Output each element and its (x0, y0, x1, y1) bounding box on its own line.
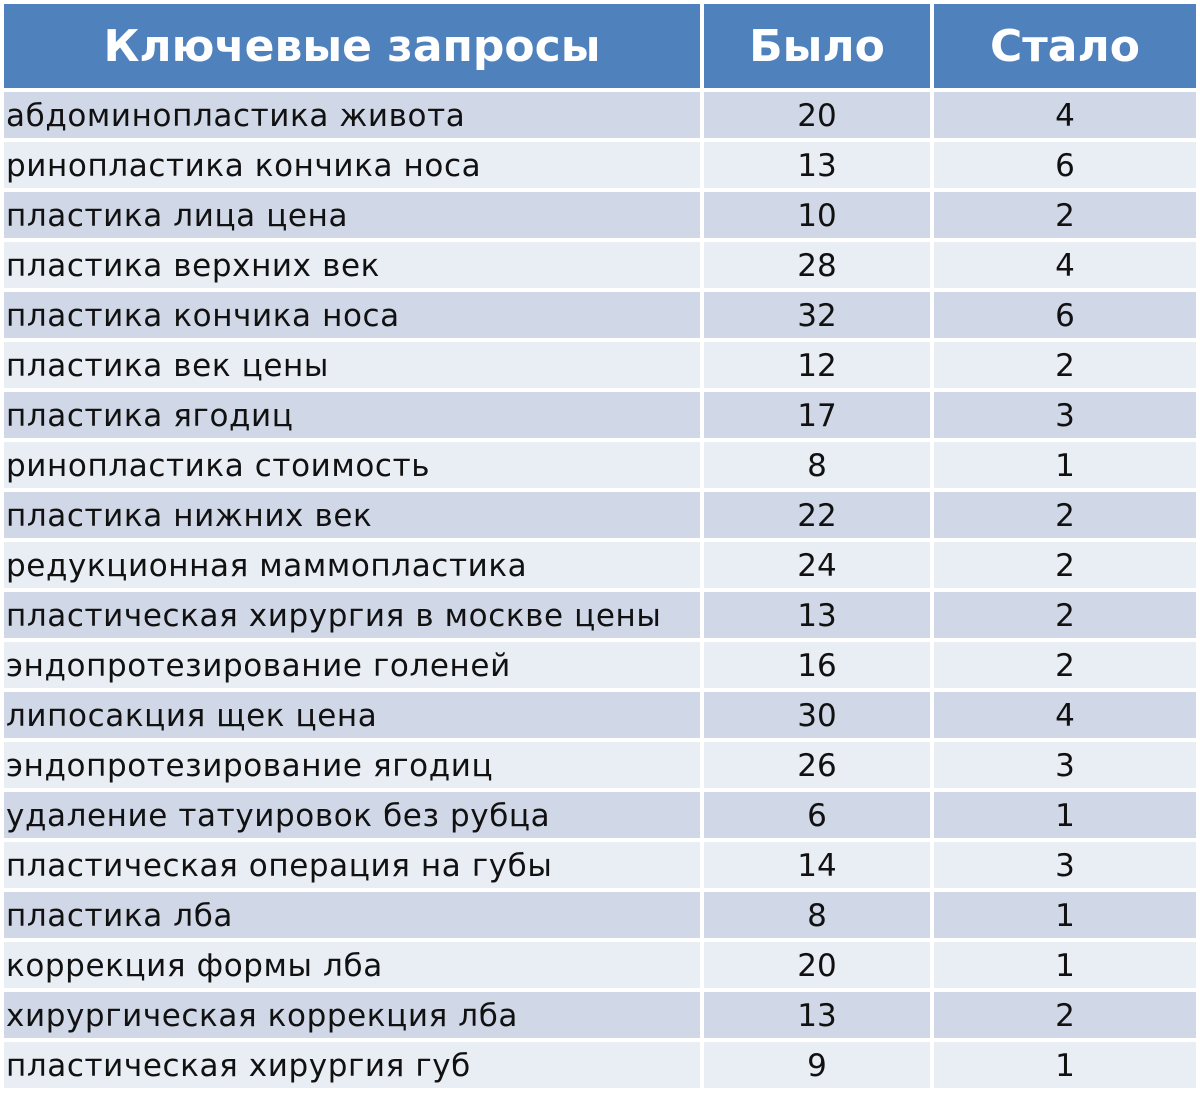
after-value-cell: 6 (934, 142, 1196, 188)
keyword-cell: удаление татуировок без рубца (4, 792, 700, 838)
keyword-cell: пластическая хирургия губ (4, 1042, 700, 1088)
keyword-cell: пластика кончика носа (4, 292, 700, 338)
table-row (4, 92, 1196, 138)
before-value-cell: 26 (704, 742, 930, 788)
before-value-cell: 20 (704, 942, 930, 988)
table-body (4, 92, 1196, 1088)
table-row (4, 642, 1196, 688)
table-row (4, 792, 1196, 838)
keyword-cell: пластика лица цена (4, 192, 700, 238)
keyword-cell: ринопластика кончика носа (4, 142, 700, 188)
keyword-cell: эндопротезирование ягодиц (4, 742, 700, 788)
before-value-cell: 20 (704, 92, 930, 138)
table-row (4, 742, 1196, 788)
keyword-cell: хирургическая коррекция лба (4, 992, 700, 1038)
table-row (4, 842, 1196, 888)
keyword-cell: пластика верхних век (4, 242, 700, 288)
after-value-cell: 1 (934, 1042, 1196, 1088)
table-row (4, 442, 1196, 488)
before-value-cell: 30 (704, 692, 930, 738)
after-value-cell: 4 (934, 692, 1196, 738)
before-value-cell: 22 (704, 492, 930, 538)
column-header-before: Было (704, 4, 930, 88)
table-row (4, 592, 1196, 638)
table-row (4, 892, 1196, 938)
table-row (4, 992, 1196, 1038)
keyword-cell: пластическая хирургия в москве цены (4, 592, 700, 638)
after-value-cell: 2 (934, 192, 1196, 238)
before-value-cell: 8 (704, 442, 930, 488)
before-value-cell: 17 (704, 392, 930, 438)
after-value-cell: 3 (934, 842, 1196, 888)
after-value-cell: 3 (934, 392, 1196, 438)
after-value-cell: 4 (934, 92, 1196, 138)
table-row (4, 1042, 1196, 1088)
keyword-cell: ринопластика стоимость (4, 442, 700, 488)
before-value-cell: 8 (704, 892, 930, 938)
table-row (4, 692, 1196, 738)
table-row (4, 292, 1196, 338)
keyword-cell: абдоминопластика живота (4, 92, 700, 138)
after-value-cell: 2 (934, 592, 1196, 638)
table-row (4, 542, 1196, 588)
table-row (4, 942, 1196, 988)
before-value-cell: 13 (704, 142, 930, 188)
column-header-after: Стало (934, 4, 1196, 88)
before-value-cell: 16 (704, 642, 930, 688)
keyword-cell: редукционная маммопластика (4, 542, 700, 588)
before-value-cell: 14 (704, 842, 930, 888)
before-value-cell: 13 (704, 592, 930, 638)
after-value-cell: 3 (934, 742, 1196, 788)
table-row (4, 392, 1196, 438)
after-value-cell: 1 (934, 892, 1196, 938)
before-value-cell: 13 (704, 992, 930, 1038)
keyword-cell: коррекция формы лба (4, 942, 700, 988)
keyword-cell: пластика ягодиц (4, 392, 700, 438)
after-value-cell: 1 (934, 442, 1196, 488)
header-row (4, 4, 1196, 88)
before-value-cell: 28 (704, 242, 930, 288)
table-row (4, 492, 1196, 538)
after-value-cell: 1 (934, 942, 1196, 988)
keyword-cell: пластика век цены (4, 342, 700, 388)
keyword-cell: эндопротезирование голеней (4, 642, 700, 688)
after-value-cell: 2 (934, 992, 1196, 1038)
after-value-cell: 2 (934, 642, 1196, 688)
before-value-cell: 12 (704, 342, 930, 388)
keyword-cell: пластика нижних век (4, 492, 700, 538)
column-header-keywords: Ключевые запросы (4, 4, 700, 88)
keyword-cell: липосакция щек цена (4, 692, 700, 738)
before-value-cell: 10 (704, 192, 930, 238)
table-row (4, 192, 1196, 238)
before-value-cell: 32 (704, 292, 930, 338)
keyword-cell: пластика лба (4, 892, 700, 938)
after-value-cell: 4 (934, 242, 1196, 288)
after-value-cell: 2 (934, 492, 1196, 538)
table-row (4, 342, 1196, 388)
after-value-cell: 2 (934, 342, 1196, 388)
before-value-cell: 6 (704, 792, 930, 838)
before-value-cell: 24 (704, 542, 930, 588)
after-value-cell: 6 (934, 292, 1196, 338)
table-row (4, 142, 1196, 188)
keyword-cell: пластическая операция на губы (4, 842, 700, 888)
before-value-cell: 9 (704, 1042, 930, 1088)
after-value-cell: 1 (934, 792, 1196, 838)
table-row (4, 242, 1196, 288)
after-value-cell: 2 (934, 542, 1196, 588)
